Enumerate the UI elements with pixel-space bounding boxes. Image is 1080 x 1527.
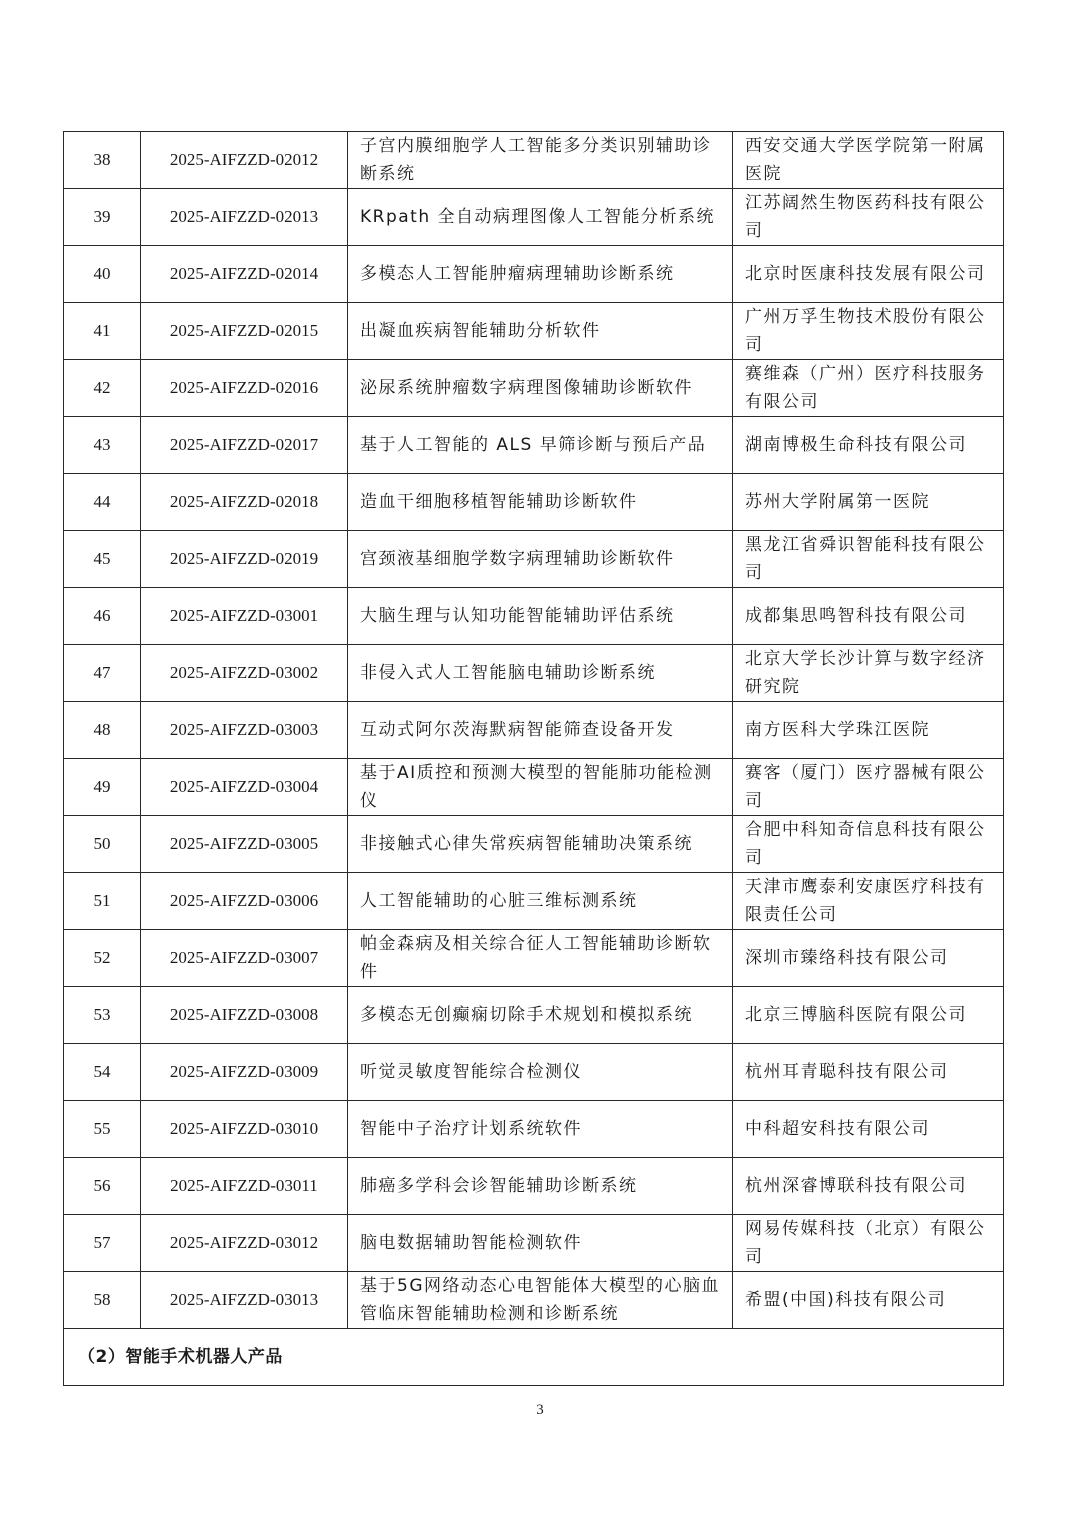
section-heading: （2）智能手术机器人产品 [64, 1329, 1004, 1386]
registration-code: 2025-AIFZZD-02019 [141, 531, 348, 588]
row-number: 41 [64, 303, 141, 360]
applicant-unit: 湖南博极生命科技有限公司 [733, 417, 1004, 474]
row-number: 38 [64, 132, 141, 189]
applicant-unit: 深圳市臻络科技有限公司 [733, 930, 1004, 987]
table-body [64, 132, 1004, 1386]
table-row [64, 189, 1004, 246]
table-row [64, 531, 1004, 588]
product-name: 宫颈液基细胞学数字病理辅助诊断软件 [348, 531, 733, 588]
applicant-unit: 西安交通大学医学院第一附属医院 [733, 132, 1004, 189]
registration-code: 2025-AIFZZD-03007 [141, 930, 348, 987]
table-row [64, 987, 1004, 1044]
registration-code: 2025-AIFZZD-02018 [141, 474, 348, 531]
row-number: 40 [64, 246, 141, 303]
row-number: 55 [64, 1101, 141, 1158]
row-number: 57 [64, 1215, 141, 1272]
row-number: 42 [64, 360, 141, 417]
product-name: 基于人工智能的 ALS 早筛诊断与预后产品 [348, 417, 733, 474]
applicant-unit: 杭州耳青聪科技有限公司 [733, 1044, 1004, 1101]
applicant-unit: 北京时医康科技发展有限公司 [733, 246, 1004, 303]
applicant-unit: 天津市鹰泰利安康医疗科技有限责任公司 [733, 873, 1004, 930]
product-name: 脑电数据辅助智能检测软件 [348, 1215, 733, 1272]
registration-code: 2025-AIFZZD-03010 [141, 1101, 348, 1158]
registration-code: 2025-AIFZZD-02016 [141, 360, 348, 417]
registration-code: 2025-AIFZZD-02017 [141, 417, 348, 474]
table-row [64, 588, 1004, 645]
product-name: 智能中子治疗计划系统软件 [348, 1101, 733, 1158]
table-row [64, 1101, 1004, 1158]
registration-code: 2025-AIFZZD-02015 [141, 303, 348, 360]
applicant-unit: 广州万孚生物技术股份有限公司 [733, 303, 1004, 360]
row-number: 46 [64, 588, 141, 645]
applicant-unit: 黑龙江省舜识智能科技有限公司 [733, 531, 1004, 588]
applicant-unit: 中科超安科技有限公司 [733, 1101, 1004, 1158]
registration-code: 2025-AIFZZD-03012 [141, 1215, 348, 1272]
table-row [64, 873, 1004, 930]
applicant-unit: 北京三博脑科医院有限公司 [733, 987, 1004, 1044]
row-number: 54 [64, 1044, 141, 1101]
row-number: 39 [64, 189, 141, 246]
table-row [64, 759, 1004, 816]
product-name: 子宫内膜细胞学人工智能多分类识别辅助诊断系统 [348, 132, 733, 189]
registration-code: 2025-AIFZZD-02012 [141, 132, 348, 189]
product-name: 肺癌多学科会诊智能辅助诊断系统 [348, 1158, 733, 1215]
row-number: 47 [64, 645, 141, 702]
table-row [64, 1158, 1004, 1215]
product-name: 帕金森病及相关综合征人工智能辅助诊断软件 [348, 930, 733, 987]
applicant-unit: 合肥中科知奇信息科技有限公司 [733, 816, 1004, 873]
table-row [64, 1215, 1004, 1272]
applicant-unit: 赛客（厦门）医疗器械有限公司 [733, 759, 1004, 816]
row-number: 48 [64, 702, 141, 759]
row-number: 52 [64, 930, 141, 987]
registration-code: 2025-AIFZZD-03013 [141, 1272, 348, 1329]
product-name: 基于5G网络动态心电智能体大模型的心脑血管临床智能辅助检测和诊断系统 [348, 1272, 733, 1329]
row-number: 45 [64, 531, 141, 588]
row-number: 53 [64, 987, 141, 1044]
table-row [64, 360, 1004, 417]
table-row [64, 930, 1004, 987]
product-name: 多模态无创癫痫切除手术规划和模拟系统 [348, 987, 733, 1044]
table-row [64, 645, 1004, 702]
product-name: 人工智能辅助的心脏三维标测系统 [348, 873, 733, 930]
product-name: 出凝血疾病智能辅助分析软件 [348, 303, 733, 360]
registration-code: 2025-AIFZZD-03008 [141, 987, 348, 1044]
table-row [64, 132, 1004, 189]
applicant-unit: 赛维森（广州）医疗科技服务有限公司 [733, 360, 1004, 417]
registration-code: 2025-AIFZZD-03009 [141, 1044, 348, 1101]
registration-code: 2025-AIFZZD-03001 [141, 588, 348, 645]
registration-code: 2025-AIFZZD-03006 [141, 873, 348, 930]
row-number: 43 [64, 417, 141, 474]
section-heading-row [64, 1329, 1004, 1386]
table-row [64, 474, 1004, 531]
product-name: 泌尿系统肿瘤数字病理图像辅助诊断软件 [348, 360, 733, 417]
row-number: 44 [64, 474, 141, 531]
registration-code: 2025-AIFZZD-02013 [141, 189, 348, 246]
page-number: 3 [536, 1402, 544, 1418]
product-name: 基于AI质控和预测大模型的智能肺功能检测仪 [348, 759, 733, 816]
product-name: 造血干细胞移植智能辅助诊断软件 [348, 474, 733, 531]
applicant-unit: 苏州大学附属第一医院 [733, 474, 1004, 531]
registration-code: 2025-AIFZZD-02014 [141, 246, 348, 303]
table-row [64, 246, 1004, 303]
applicant-unit: 南方医科大学珠江医院 [733, 702, 1004, 759]
product-name: 大脑生理与认知功能智能辅助评估系统 [348, 588, 733, 645]
applicant-unit: 江苏阔然生物医药科技有限公司 [733, 189, 1004, 246]
registration-code: 2025-AIFZZD-03005 [141, 816, 348, 873]
registration-code: 2025-AIFZZD-03003 [141, 702, 348, 759]
row-number: 49 [64, 759, 141, 816]
applicant-unit: 成都集思鸣智科技有限公司 [733, 588, 1004, 645]
applicant-unit: 北京大学长沙计算与数字经济研究院 [733, 645, 1004, 702]
product-name: KRpath 全自动病理图像人工智能分析系统 [348, 189, 733, 246]
row-number: 51 [64, 873, 141, 930]
applicant-unit: 希盟(中国)科技有限公司 [733, 1272, 1004, 1329]
row-number: 58 [64, 1272, 141, 1329]
table-row [64, 1044, 1004, 1101]
product-name: 非接触式心律失常疾病智能辅助决策系统 [348, 816, 733, 873]
registration-code: 2025-AIFZZD-03002 [141, 645, 348, 702]
row-number: 50 [64, 816, 141, 873]
product-name: 多模态人工智能肿瘤病理辅助诊断系统 [348, 246, 733, 303]
applicant-unit: 网易传媒科技（北京）有限公司 [733, 1215, 1004, 1272]
table-row [64, 417, 1004, 474]
table-row [64, 816, 1004, 873]
row-number: 56 [64, 1158, 141, 1215]
product-name: 互动式阿尔茨海默病智能筛查设备开发 [348, 702, 733, 759]
product-name: 非侵入式人工智能脑电辅助诊断系统 [348, 645, 733, 702]
registration-code: 2025-AIFZZD-03004 [141, 759, 348, 816]
table-row [64, 702, 1004, 759]
table-row [64, 303, 1004, 360]
applicant-unit: 杭州深睿博联科技有限公司 [733, 1158, 1004, 1215]
table-row [64, 1272, 1004, 1329]
product-name: 听觉灵敏度智能综合检测仪 [348, 1044, 733, 1101]
product-list-table [63, 131, 1004, 1386]
registration-code: 2025-AIFZZD-03011 [141, 1158, 348, 1215]
